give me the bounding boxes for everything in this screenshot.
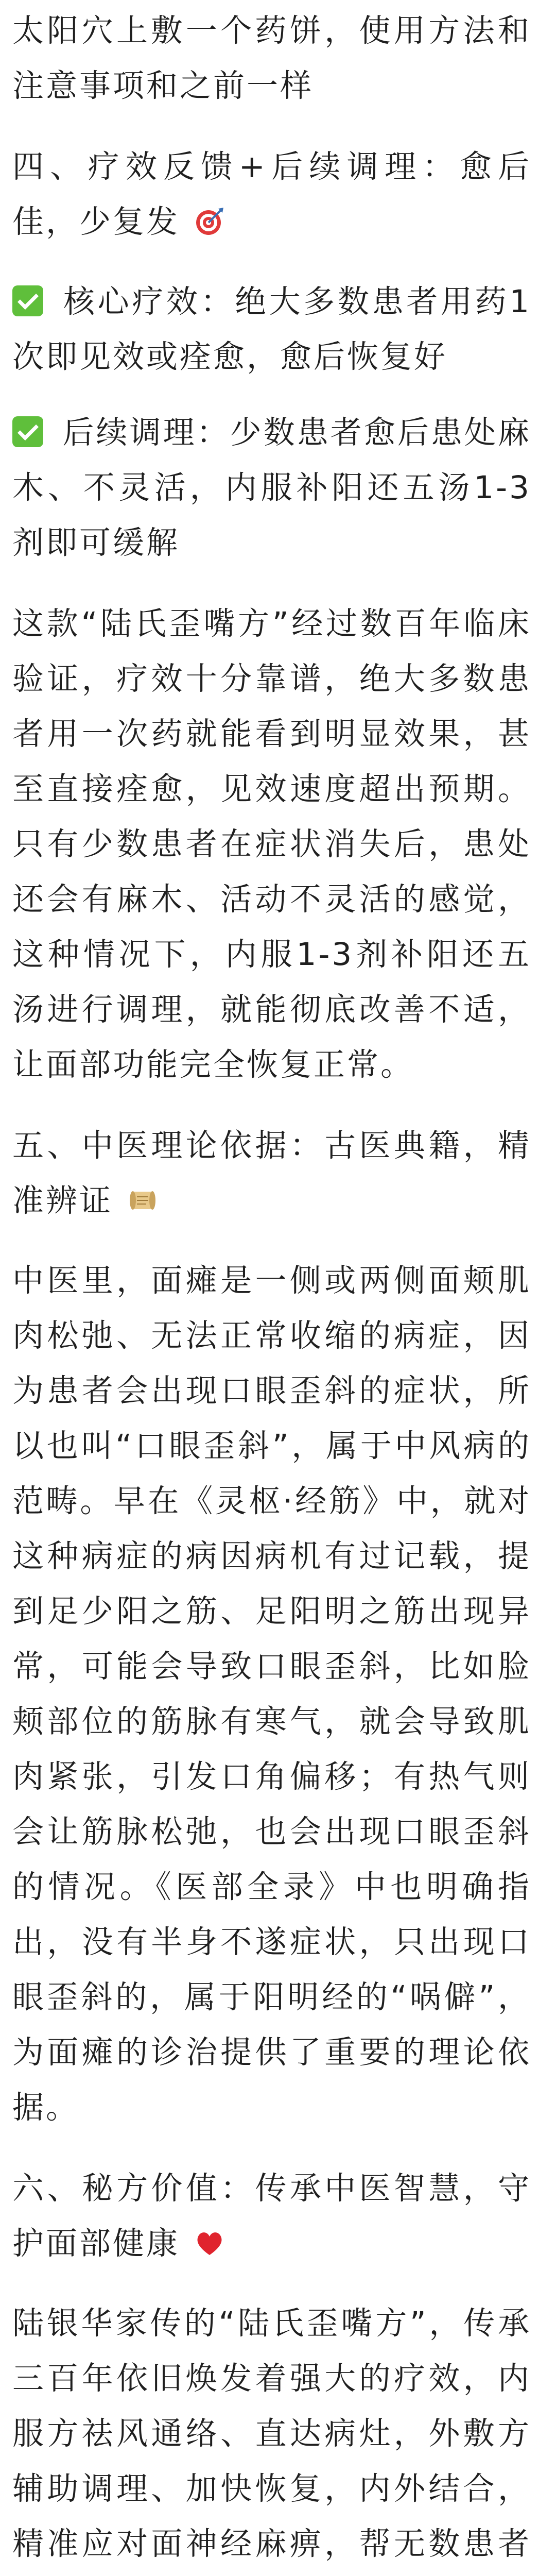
bullet-core-efficacy — [12, 274, 531, 384]
section-heading-efficacy — [12, 139, 531, 253]
section-heading-value — [12, 2161, 531, 2275]
scroll-icon — [128, 1177, 158, 1232]
target-icon — [195, 198, 224, 253]
check-mark-icon — [12, 416, 43, 447]
paragraph-text: 中医里，面瘫是一侧或两侧面颊肌肉松弛、无法正常收缩的病症，因为患者会出现口眼歪斜的症状，所以也叫“口眼歪斜”，属于中风病的范畴。早在《灵枢·经筋》中，就对这种病症的病因病机有过记载，提到足少阳之筋、足阳明之筋出现异常，可能会导致口眼歪斜，比如脸颊部位的筋脉有寒气，就会导致肌肉紧张，引发口角偏移；有热气则会让筋脉松弛，也会出现口眼歪斜的情况。《医部全录》中也明确指出，没有半身不遂症状，只出现口眼歪斜的，属于阳明经的“㖞僻”，为面瘫的诊治提供了重要的理论依据。 — [12, 1262, 531, 2126]
bullet-text: 核心疗效：绝大多数患者用药1次即见效或痊愈，愈后恢复好 — [12, 283, 532, 375]
heading-text: 五、中医理论依据：古医典籍，精准辨证 — [12, 1127, 531, 1219]
paragraph-theory-detail — [12, 1253, 531, 2135]
heading-text: 四、疗效反馈+后续调理：愈后佳，少复发 — [12, 148, 531, 240]
paragraph-efficacy-detail — [12, 596, 531, 1092]
paragraph-text: 陆银华家传的“陆氏歪嘴方”，传承三百年依旧焕发着强大的疗效，内服方祛风通络、直达病灶，外敷方辅助调理、加快恢复，内外结合，精准应对面神经麻痹，帮无数患者 — [12, 2305, 531, 2562]
section-heading-theory — [12, 1118, 531, 1232]
paragraph-application-note — [12, 3, 531, 113]
paragraph-value-detail — [12, 2296, 531, 2576]
paragraph-text: 太阳穴上敷一个药饼，使用方法和注意事项和之前一样 — [12, 12, 531, 104]
paragraph-text: 这款“陆氏歪嘴方”经过数百年临床验证，疗效十分靠谱，绝大多数患者用一次药就能看到明显效果，甚至直接痊愈，见效速度超出预期。只有少数患者在症状消失后，患处还会有麻木、活动不灵活的感觉，这种情况下，内服1-3剂补阳还五汤进行调理，就能彻底改善不适，让面部功能完全恢复正常。 — [12, 605, 531, 1083]
bullet-follow-up — [12, 405, 531, 570]
red-heart-icon — [195, 2220, 224, 2275]
check-mark-icon — [12, 285, 43, 316]
heading-text: 六、秘方价值：传承中医智慧，守护面部健康 — [12, 2170, 531, 2262]
bullet-text: 后续调理：少数患者愈后患处麻木、不灵活，内服补阳还五汤1-3剂即可缓解 — [12, 414, 531, 561]
